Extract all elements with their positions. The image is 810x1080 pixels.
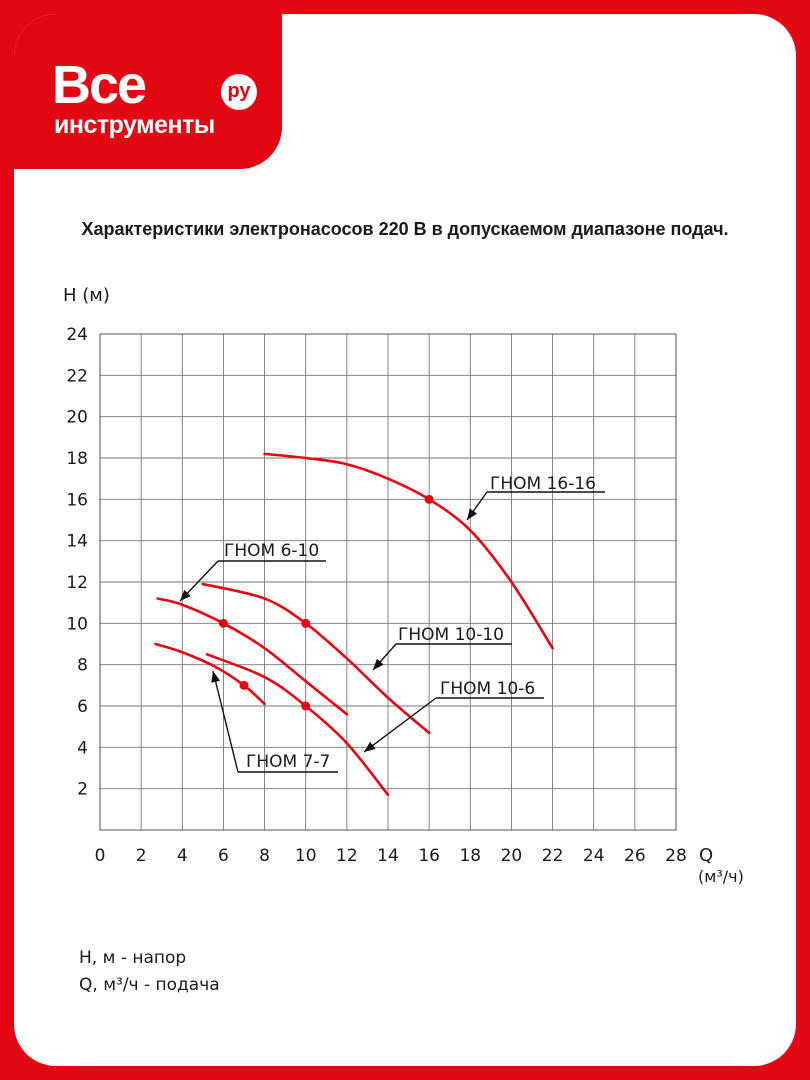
x-tick-label: 24 [582,846,605,866]
x-tick-label: 0 [94,846,106,866]
x-axis-unit: (м³/ч) [698,867,744,886]
y-tick-label: 14 [66,531,88,552]
series-гном-7-7-arrowhead [211,671,220,683]
x-tick-label: 16 [418,846,440,866]
series-гном-16-16-point [425,495,434,504]
series-гном-10-10-label: ГНОМ 10-10 [398,625,505,645]
x-tick-label: 8 [259,846,270,866]
y-tick-label: 6 [77,697,88,717]
x-tick-label: 14 [377,846,399,866]
chart-title: Характеристики электронасосов 220 В в допускаемом диапазоне подач. [81,219,729,239]
x-axis-label: Q [699,845,714,866]
series-гном-7-7-point [240,681,249,690]
brand-name-line1: Все [52,55,146,115]
brand-name-line2: инструменты [54,111,215,139]
x-tick-label: 12 [336,846,358,866]
series-гном-6-10-label: ГНОМ 6-10 [224,541,320,561]
y-tick-label: 8 [77,655,88,676]
x-tick-label: 28 [665,846,687,866]
x-tick-label: 26 [624,846,646,866]
series-гном-10-6-point [301,702,310,711]
x-tick-label: 22 [541,846,564,866]
legend [79,945,220,999]
series-гном-10-6-label: ГНОМ 10-6 [440,679,536,699]
x-tick-label: 6 [218,846,229,866]
y-tick-label: 12 [66,573,88,593]
y-tick-label: 10 [66,614,88,635]
series-гном-16-16-arrowhead [467,508,477,520]
y-tick-label: 24 [66,325,88,345]
x-tick-label: 2 [135,846,147,866]
series-гном-10-10-line [203,584,429,733]
y-tick-label: 2 [77,779,88,800]
y-tick-label: 18 [66,449,88,469]
series-гном-6-10-line [158,599,347,715]
brand-badge: ру [221,74,257,110]
y-axis-label: H (м) [63,285,110,306]
series-гном-7-7-line [156,644,265,704]
legend-flow: Q, м³/ч - подача [79,975,220,995]
y-tick-label: 20 [66,407,88,428]
x-tick-label: 10 [294,846,317,866]
series-гном-10-10-point [301,619,310,628]
series-гном-16-16-label: ГНОМ 16-16 [490,474,597,494]
series-гном-7-7-label: ГНОМ 7-7 [246,752,331,772]
series-гном-7-7-leader [213,671,238,772]
y-tick-label: 22 [66,366,88,387]
legend-head: H, м - напор [79,948,187,968]
y-tick-label: 16 [66,490,88,511]
x-tick-label: 20 [500,846,523,866]
x-tick-label: 4 [176,846,188,866]
y-tick-label: 4 [77,738,88,759]
series-гном-6-10-point [219,619,228,628]
x-tick-label: 18 [459,846,482,866]
